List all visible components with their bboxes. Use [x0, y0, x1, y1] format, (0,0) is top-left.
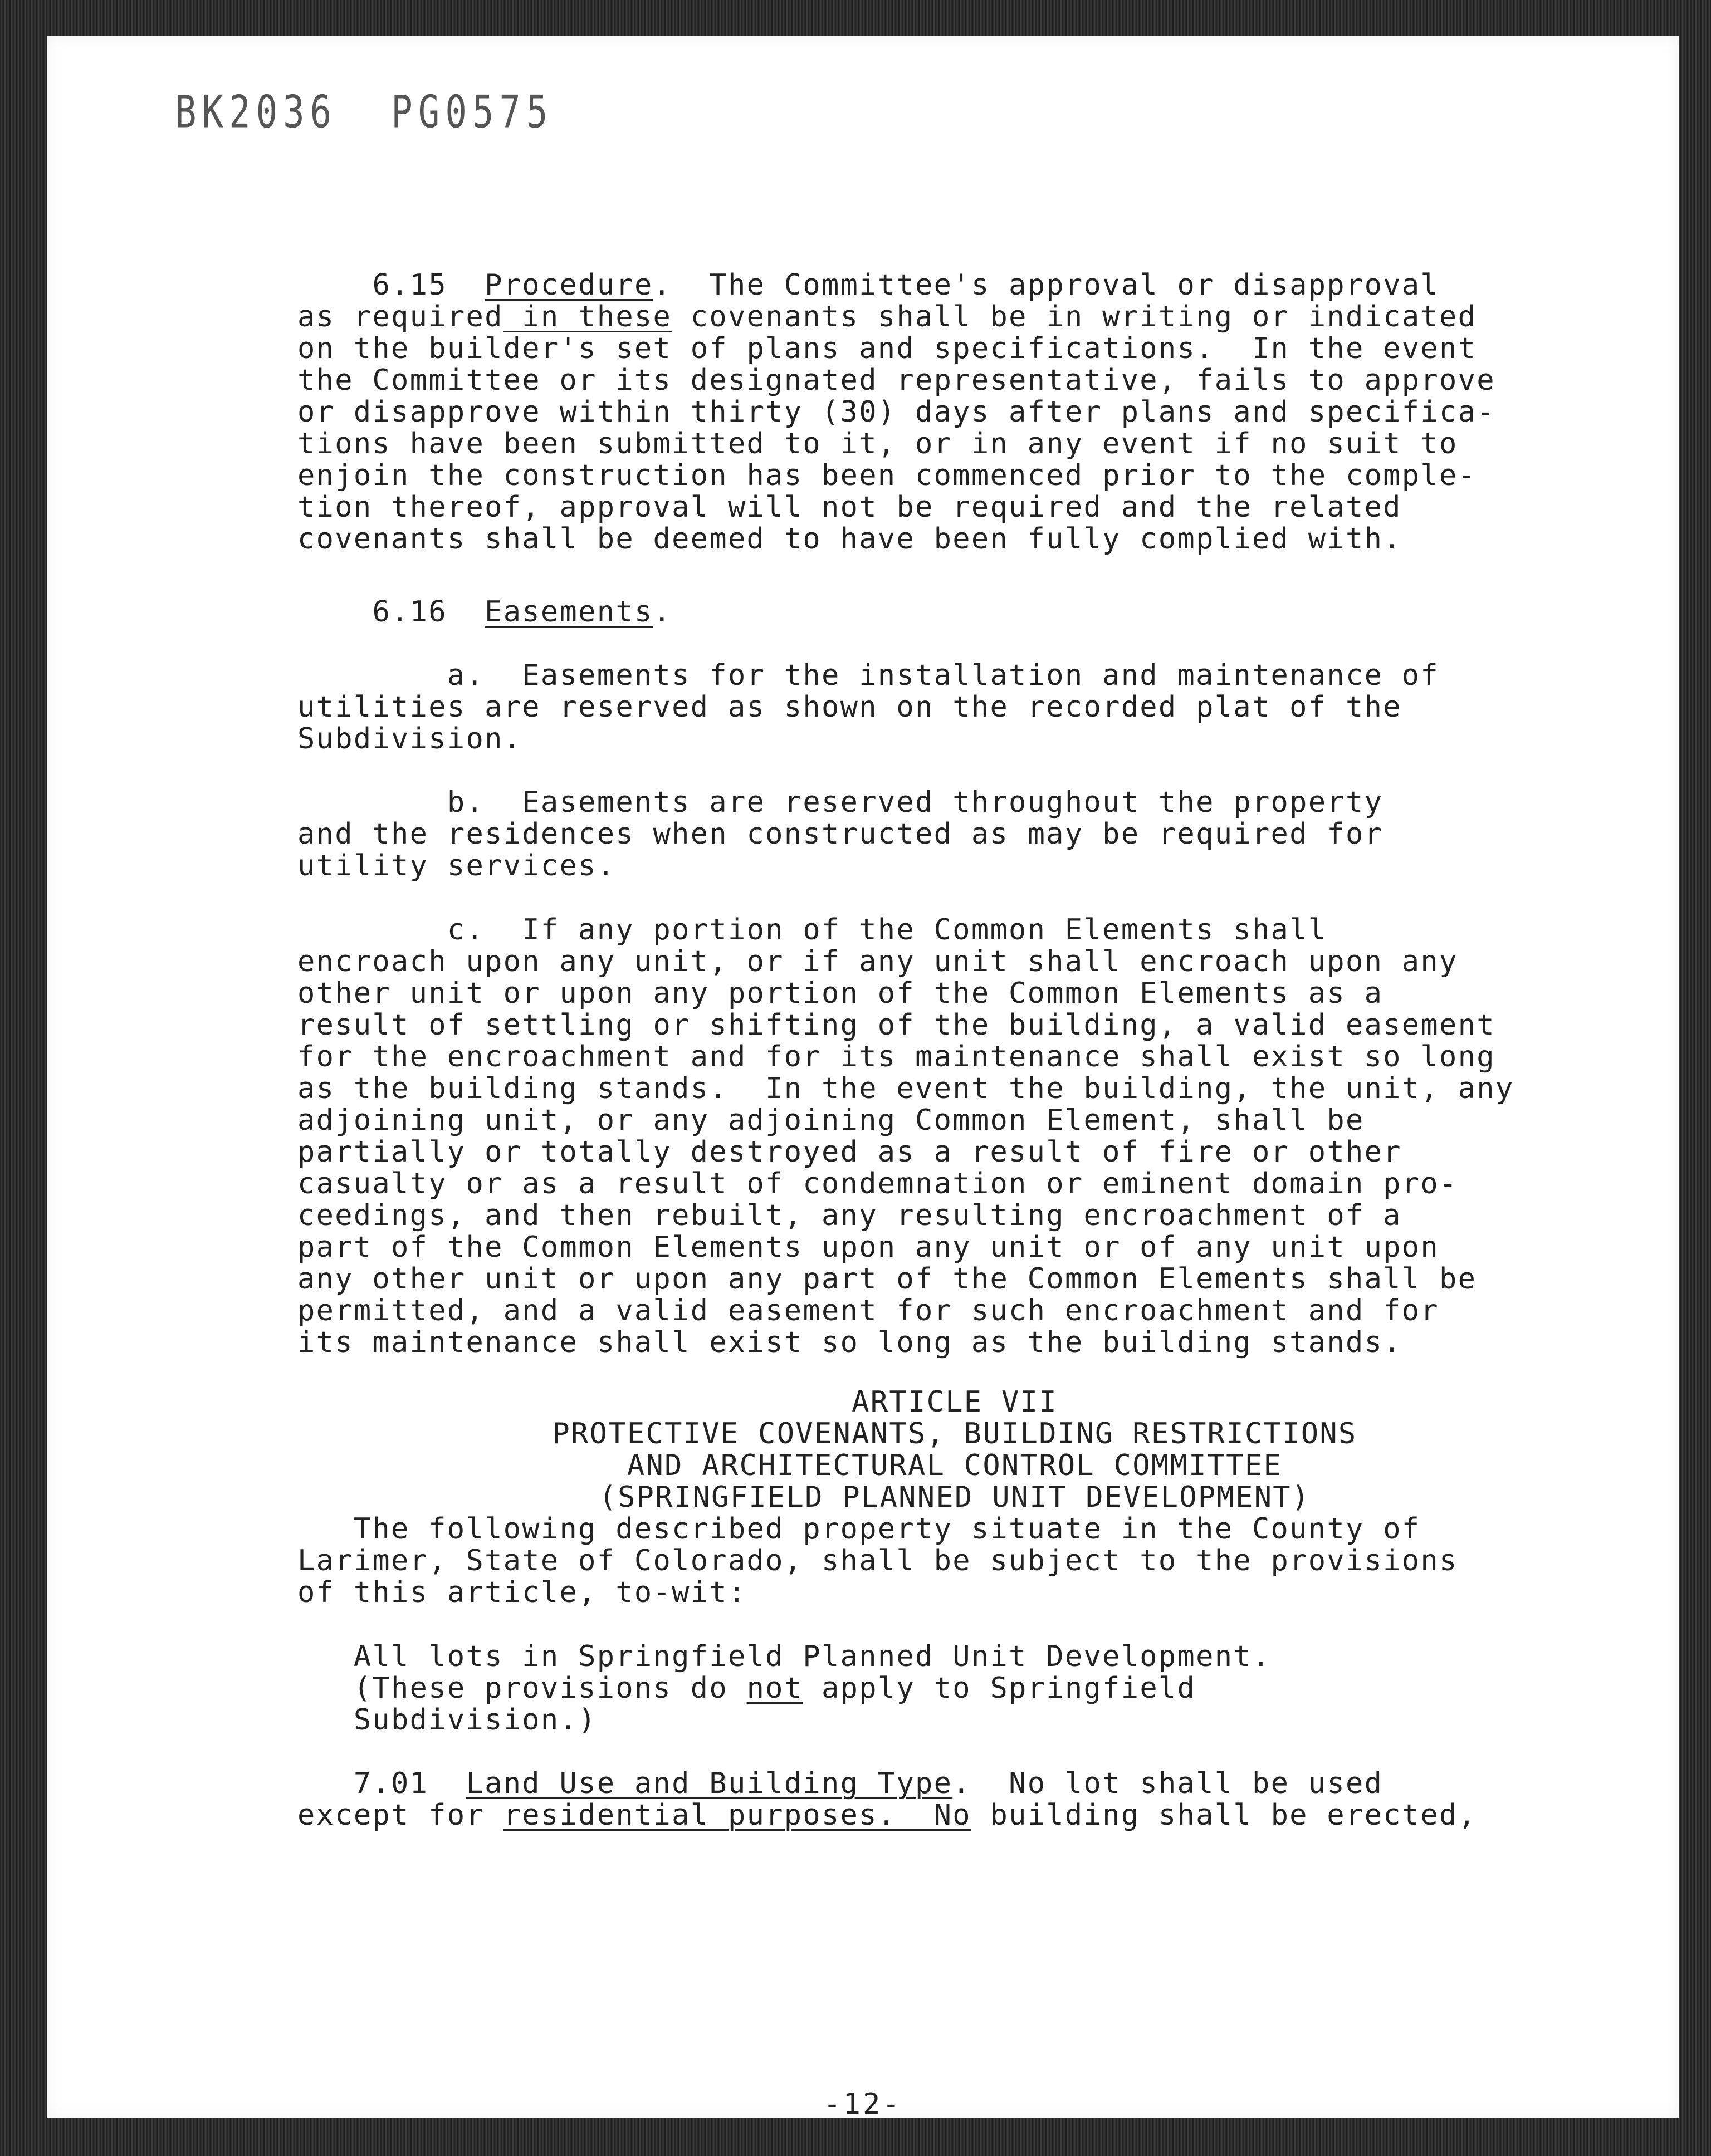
article-7-heading-line: AND ARCHITECTURAL CONTROL COMMITTEE: [627, 1449, 1283, 1482]
easement-c-line: part of the Common Elements upon any unit or of any unit upon: [297, 1231, 1440, 1264]
easement-c-line: its maintenance shall exist so long as the building stands.: [297, 1326, 1402, 1359]
section-6-15-line: on the builder's set of plans and specifications. In the event: [297, 332, 1477, 365]
easement-c-line: adjoining unit, or any adjoining Common Element, shall be: [297, 1104, 1365, 1137]
article-7-intro-first: The following described property situate in the County of: [353, 1512, 1421, 1546]
section-6-15-line-2-post: covenants shall be in writing or indicated: [672, 300, 1477, 334]
section-6-15: [297, 270, 1612, 555]
easement-b-line: utility services.: [297, 849, 616, 883]
easement-c-line: permitted, and a valid easement for such encroachment and for: [297, 1294, 1440, 1327]
property-line-1: [297, 1641, 1612, 1673]
section-7-01-line-1: [297, 1768, 1612, 1800]
article-7-heading-line: ARTICLE VII: [852, 1385, 1058, 1419]
section-7-01-line-1-text: . No lot shall be used: [952, 1767, 1384, 1800]
easement-b-first: b. Easements are reserved throughout the property: [447, 786, 1384, 819]
section-6-15-line-2-underlined: in these: [503, 300, 672, 334]
section-7-01-number: 7.01: [353, 1767, 429, 1800]
easement-b-line: and the residences when constructed as may be required for: [297, 817, 1384, 851]
section-6-16-number: 6.16: [372, 595, 447, 629]
easement-c: [297, 914, 1612, 1359]
easement-a-line: Subdivision.: [297, 722, 522, 756]
section-7-01-line-2: [297, 1800, 1612, 1831]
easement-c-line: any other unit or upon any part of the Common Elements shall be: [297, 1262, 1477, 1296]
section-7-01: [297, 1768, 1612, 1831]
section-6-16-punct: .: [653, 595, 672, 629]
easement-c-line: ceedings, and then rebuilt, any resulting encroachment of a: [297, 1199, 1402, 1232]
easement-b: [297, 787, 1612, 882]
property-line-2-underlined: not: [746, 1672, 803, 1705]
article-7-intro-line: of this article, to-wit:: [297, 1576, 747, 1609]
property-line-3: [297, 1704, 1612, 1736]
easement-b-line: [297, 787, 1612, 819]
section-6-16-heading: [297, 596, 1612, 628]
article-7-heading-line: PROTECTIVE COVENANTS, BUILDING RESTRICTIONS: [552, 1417, 1357, 1451]
document-page: [47, 36, 1679, 2121]
easement-c-line: [297, 914, 1612, 946]
property-line-3-text: Subdivision.): [353, 1703, 597, 1737]
easement-a-first: a. Easements for the installation and maintenance of: [447, 659, 1440, 692]
section-6-15-number: 6.15: [372, 268, 447, 302]
section-6-15-line: the Committee or its designated representative, fails to approve: [297, 364, 1495, 397]
easement-a-line: utilities are reserved as shown on the recorded plat of the: [297, 690, 1402, 724]
article-7-intro: [297, 1513, 1612, 1609]
article-7-intro-line: Larimer, State of Colorado, shall be subject to the provisions: [297, 1544, 1458, 1577]
recording-stamp: BK2036 PG0575: [175, 87, 554, 139]
easement-c-first: c. If any portion of the Common Elements shall: [447, 913, 1327, 947]
easement-c-line: as the building stands. In the event the building, the unit, any: [297, 1072, 1514, 1105]
section-6-15-line-2: [297, 301, 1612, 333]
easement-a-line: [297, 660, 1612, 692]
property-line-1-text: All lots in Springfield Planned Unit Development.: [353, 1640, 1271, 1673]
property-line-2: [297, 1673, 1612, 1704]
easement-c-line: partially or totally destroyed as a result of fire or other: [297, 1135, 1402, 1169]
section-7-01-line-2-underlined: residential purposes. No: [503, 1799, 971, 1832]
easement-c-line: encroach upon any unit, or if any unit shall encroach upon any: [297, 945, 1458, 978]
section-7-01-line-2-pre: except for: [297, 1799, 503, 1832]
section-7-01-line-2-post: building shall be erected,: [971, 1799, 1477, 1832]
section-6-15-line: enjoin the construction has been commenced prior to the comple-: [297, 459, 1477, 492]
section-6-15-line: tion thereof, approval will not be required and the related: [297, 491, 1402, 524]
section-6-16-title: Easements: [485, 595, 653, 629]
section-6-15-line: tions have been submitted to it, or in any event if no suit to: [297, 427, 1458, 460]
section-6-15-line: covenants shall be deemed to have been fully complied with.: [297, 522, 1402, 556]
section-7-01-title: Land Use and Building Type: [466, 1767, 953, 1800]
page-number: -12-: [823, 2088, 902, 2121]
property-description: [297, 1641, 1612, 1736]
easement-c-line: for the encroachment and for its maintenance shall exist so long: [297, 1040, 1495, 1074]
article-7-heading-line: (SPRINGFIELD PLANNED UNIT DEVELOPMENT): [599, 1481, 1311, 1514]
easement-a: [297, 660, 1612, 755]
section-6-15-line-1: [297, 270, 1612, 301]
property-line-2-post: apply to Springfield: [803, 1672, 1196, 1705]
easement-c-line: result of settling or shifting of the building, a valid easement: [297, 1008, 1495, 1042]
article-7-heading: [297, 1386, 1612, 1513]
section-6-15-line: or disapprove within thirty (30) days after plans and specifica-: [297, 395, 1495, 429]
property-line-2-pre: (These provisions do: [353, 1672, 747, 1705]
easement-c-line: other unit or upon any portion of the Common Elements as a: [297, 977, 1384, 1010]
section-6-15-line-2-pre: as required: [297, 300, 503, 334]
section-6-15-line-1-text: . The Committee's approval or disapproval: [653, 268, 1440, 302]
easement-c-line: casualty or as a result of condemnation or eminent domain pro-: [297, 1167, 1458, 1200]
section-6-15-title: Procedure: [485, 268, 653, 302]
article-7-intro-line: [297, 1513, 1612, 1545]
